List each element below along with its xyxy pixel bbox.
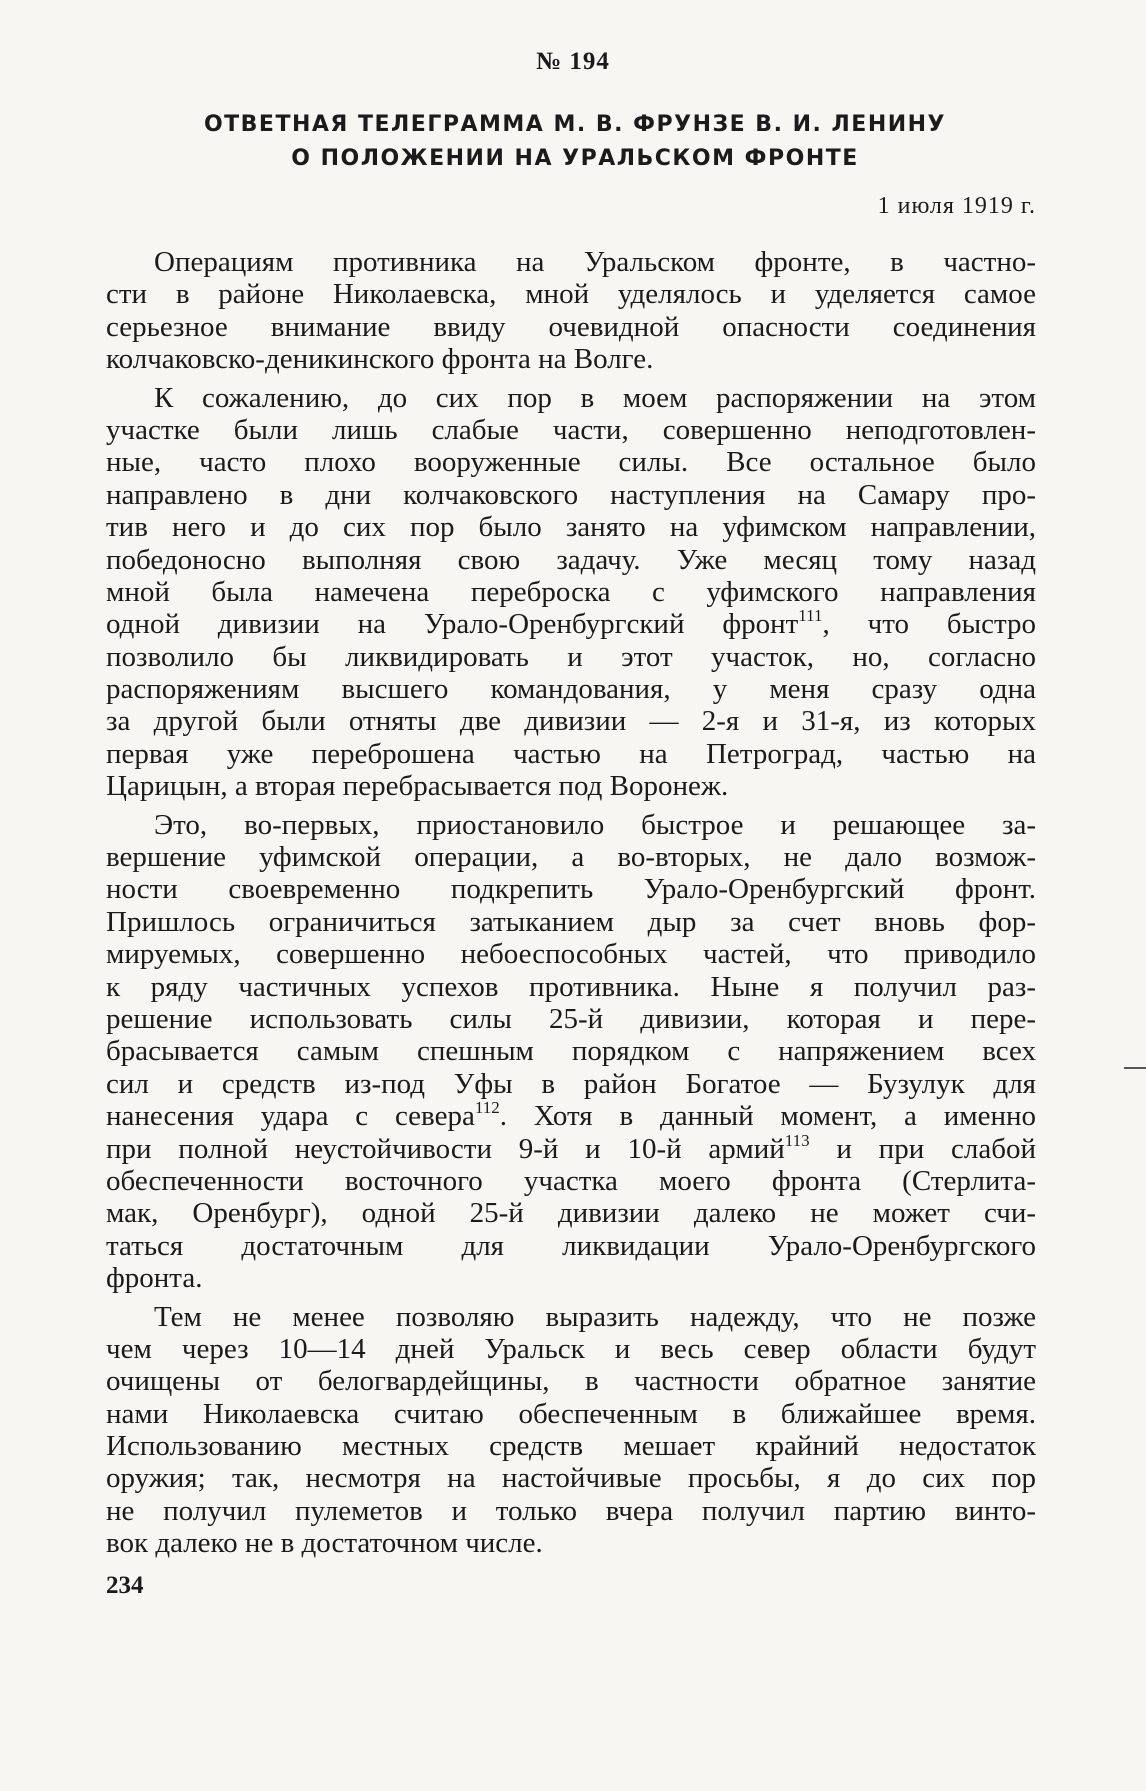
text-line: вок далеко не в достаточном числе. <box>106 1527 543 1560</box>
text-line: к ряду частичных успехов противника. Ныне я получил раз- <box>106 970 1036 1003</box>
text-line: не получил пулеметов и только вчера получил партию винто- <box>106 1494 1036 1527</box>
text-line: Это, во-первых, приостановило быстрое и решающее за- <box>154 808 1036 841</box>
text-line: Царицын, а вторая перебрасывается под Воронеж. <box>106 770 729 803</box>
text-fragment: нанесения удара с севера <box>106 1100 475 1133</box>
text-line: Пришлось ограничиться затыканием дыр за счет вновь фор- <box>106 905 1036 938</box>
paragraph-4 <box>106 1301 1036 1560</box>
text-line: брасывается самым спешным порядком с напряжением всех <box>106 1035 1036 1068</box>
text-line: чем через 10—14 дней Уральск и весь север области будут <box>106 1332 1036 1365</box>
text-line: победоносно выполняя свою задачу. Уже месяц тому назад <box>106 543 1036 576</box>
text-line: участке были лишь слабые части, совершенно неподготовлен- <box>106 413 1036 446</box>
text-line: решение использовать силы 25-й дивизии, которая и пере- <box>106 1002 1036 1035</box>
footnote-ref: 113 <box>784 1130 810 1150</box>
document-title-line: ОТВЕТНАЯ ТЕЛЕГРАММА М. В. ФРУНЗЕ В. И. ЛЕНИНУ <box>203 112 947 137</box>
text-line: ности своевременно подкрепить Урало-Оренбургский фронт. <box>106 873 1036 906</box>
paragraph-2 <box>106 382 1036 803</box>
text-line: направлено в дни колчаковского наступления на Самару про- <box>106 478 1036 511</box>
text-line: сти в районе Николаевска, мной уделялось и уделяется самое <box>106 278 1036 311</box>
text-line: таться достаточным для ликвидации Урало-Оренбургского <box>106 1229 1036 1262</box>
text-line: ные, часто плохо вооруженные силы. Все остальное было <box>106 446 1036 479</box>
paragraph-1 <box>106 246 1036 376</box>
text-fragment: . Хотя в данный момент, а именно <box>499 1100 1036 1133</box>
text-line: нами Николаевска считаю обеспеченным в ближайшее время. <box>106 1397 1036 1430</box>
text-line: колчаковско-деникинского фронта на Волге. <box>106 343 654 376</box>
document-number: № 194 <box>536 48 610 75</box>
text-line: К сожалению, до сих пор в моем распоряжении на этом <box>154 381 1036 414</box>
text-line: Операциям противника на Уральском фронте, в частно- <box>154 246 1036 278</box>
footnote-ref: 111 <box>798 606 823 626</box>
text-line: мак, Оренбург), одной 25-й дивизии далеко не может счи- <box>106 1197 1036 1230</box>
text-line: распоряжениям высшего командования, у меня сразу одна <box>106 673 1036 706</box>
paragraph-3 <box>106 809 1036 1295</box>
text-line: за другой были отняты две дивизии — 2-я и 31-я, из которых <box>106 705 1036 738</box>
text-line: позволило бы ликвидировать и этот участок, но, согласно <box>106 640 1036 673</box>
text-line: Использованию местных средств мешает крайний недостаток <box>106 1430 1036 1463</box>
text-fragment: , что быстро <box>822 608 1036 641</box>
page-number: 234 <box>106 1572 144 1599</box>
text-line: сил и средств из-под Уфы в район Богатое — Бузулук для <box>106 1067 1036 1100</box>
text-line: мной была намечена переброска с уфимского направления <box>106 575 1036 608</box>
text-line <box>106 1100 1036 1132</box>
text-fragment: одной дивизии на Урало-Оренбургский фронт <box>106 608 799 641</box>
text-line <box>106 1130 1036 1165</box>
text-line: фронта. <box>106 1262 203 1295</box>
text-line: очищены от белогвардейщины, в частности обратное занятие <box>106 1365 1036 1398</box>
text-line <box>106 608 1036 640</box>
text-line: мируемых, совершенно небоеспособных частей, что приводило <box>106 938 1036 971</box>
document-title <box>150 108 1000 176</box>
text-line: обеспеченности восточного участка моего фронта (Стерлита- <box>106 1164 1036 1197</box>
margin-mark <box>1124 1067 1146 1069</box>
text-line: Тем не менее позволяю выразить надежду, что не позже <box>154 1300 1036 1333</box>
text-fragment: при полной неустойчивости 9-й и 10-й армий <box>106 1132 785 1165</box>
document-date: 1 июля 1919 г. <box>877 193 1036 219</box>
text-line: оружия; так, несмотря на настойчивые просьбы, я до сих пор <box>106 1462 1036 1495</box>
text-line: серьезное внимание ввиду очевидной опасности соединения <box>106 310 1036 343</box>
footnote-ref: 112 <box>474 1098 500 1118</box>
text-line: первая уже переброшена частью на Петроград, частью на <box>106 737 1036 770</box>
text-line: тив него и до сих пор было занято на уфимском направлении, <box>106 511 1036 544</box>
document-title-line: О ПОЛОЖЕНИИ НА УРАЛЬСКОМ ФРОНТЕ <box>291 146 859 171</box>
text-fragment: и при слабой <box>809 1132 1036 1165</box>
document-body <box>106 246 1036 1566</box>
text-line: вершение уфимской операции, а во-вторых, не дало возмож- <box>106 841 1036 874</box>
